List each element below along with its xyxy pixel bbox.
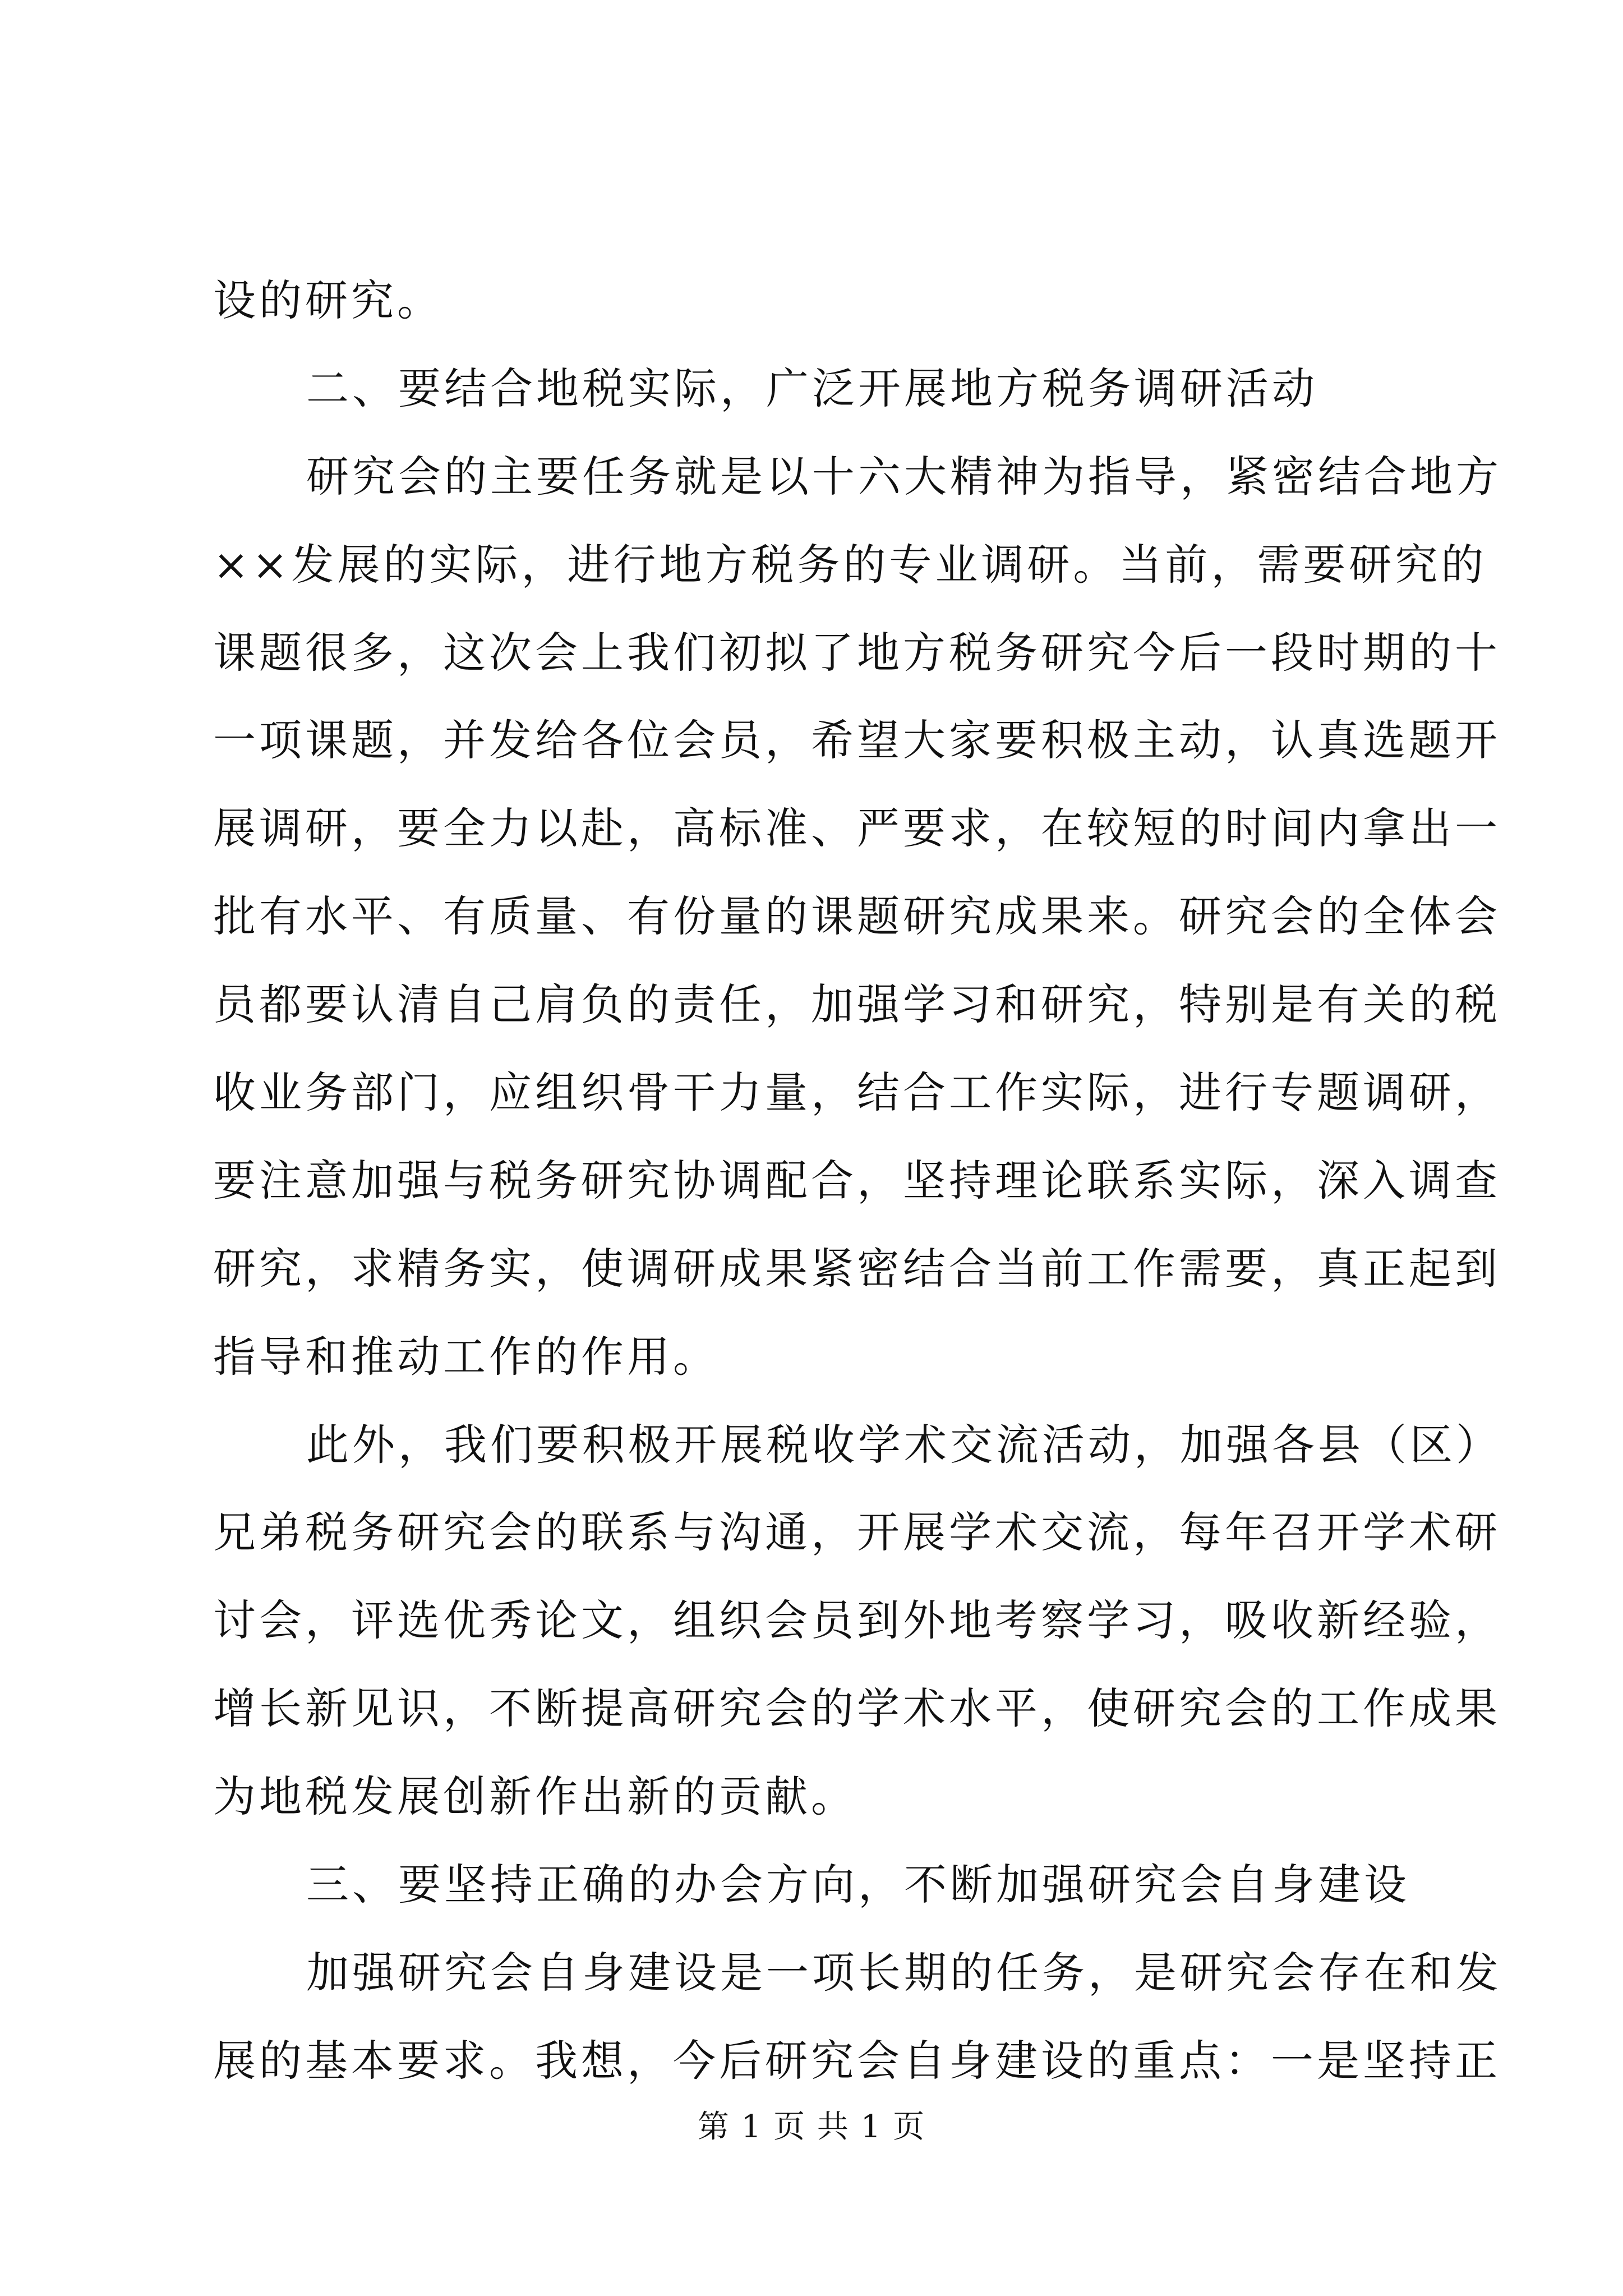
text-line: 增长新见识，不断提高研究会的学术水平，使研究会的工作成果 <box>213 1683 1501 1734</box>
text-line: 此外，我们要积极开展税收学术交流活动，加强各县（区） <box>306 1419 1502 1470</box>
text-line: 三、要坚持正确的办会方向，不断加强研究会自身建设 <box>306 1860 1410 1910</box>
text-line: 二、要结合地税实际，广泛开展地方税务调研活动 <box>306 363 1318 413</box>
text-line: 员都要认清自己肩负的责任，加强学习和研究，特别是有关的税 <box>213 979 1501 1030</box>
text-line: 展的基本要求。我想，今后研究会自身建设的重点：一是坚持正 <box>213 2035 1501 2086</box>
document-body <box>213 257 1502 2105</box>
text-line: 设的研究。 <box>213 275 443 325</box>
text-line: 为地税发展创新作出新的贡献。 <box>213 1772 857 1822</box>
page-footer: 第 1 页 共 1 页 <box>697 2109 926 2145</box>
text-line: ××发展的实际，进行地方税务的专业调研。当前，需要研究的 <box>213 539 1487 590</box>
text-line: 讨会，评选优秀论文，组织会员到外地考察学习，吸收新经验， <box>213 1595 1501 1646</box>
text-line: 研究会的主要任务就是以十六大精神为指导，紧密结合地方 <box>306 451 1502 501</box>
text-line: 兄弟税务研究会的联系与沟通，开展学术交流，每年召开学术研 <box>213 1507 1501 1558</box>
text-line: 收业务部门，应组织骨干力量，结合工作实际，进行专题调研， <box>213 1068 1501 1118</box>
text-line: 研究，求精务实，使调研成果紧密结合当前工作需要，真正起到 <box>213 1243 1501 1294</box>
text-line: 课题很多，这次会上我们初拟了地方税务研究今后一段时期的十 <box>213 627 1501 678</box>
text-line: 展调研，要全力以赴，高标准、严要求，在较短的时间内拿出一 <box>213 803 1501 854</box>
text-line: 加强研究会自身建设是一项长期的任务，是研究会存在和发 <box>306 1947 1502 1998</box>
text-line: 一项课题，并发给各位会员，希望大家要积极主动，认真选题开 <box>213 715 1501 766</box>
text-line: 指导和推动工作的作用。 <box>213 1331 719 1382</box>
text-line: 要注意加强与税务研究协调配合，坚持理论联系实际，深入调查 <box>213 1155 1501 1205</box>
text-line: 批有水平、有质量、有份量的课题研究成果来。研究会的全体会 <box>213 891 1501 942</box>
